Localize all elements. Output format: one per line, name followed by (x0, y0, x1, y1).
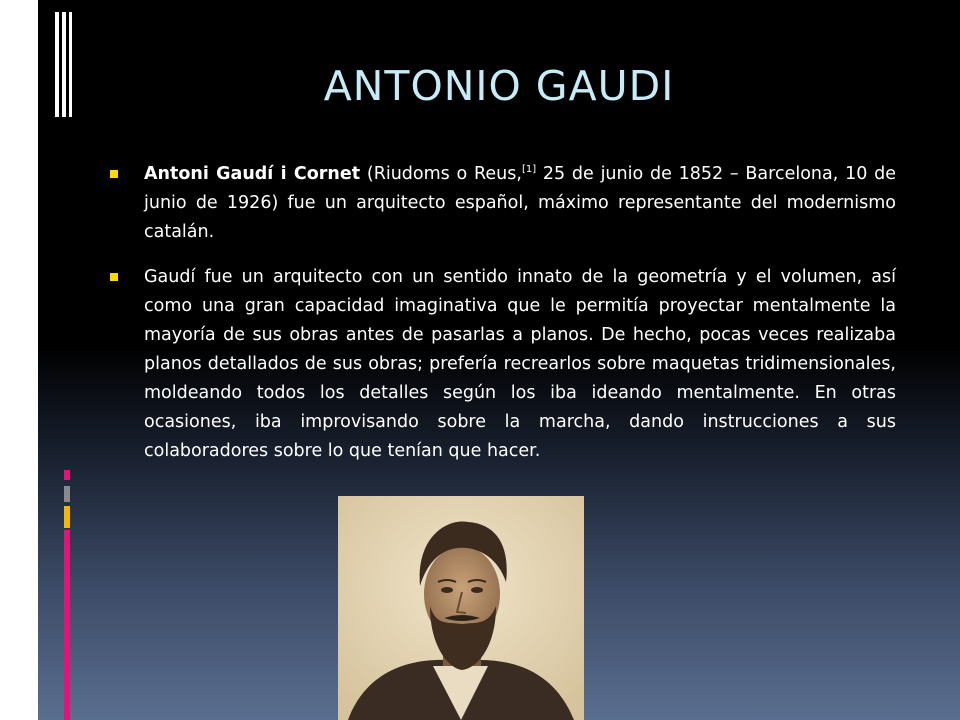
bullet-list (108, 160, 896, 482)
portrait-photo (338, 496, 584, 720)
bullet-item-2 (108, 263, 896, 466)
bullet-text: Gaudí fue un arquitecto con un sentido innato de la geometría y el volumen, así como una gran capacidad imaginativa que le permitía proyectar mentalmente la mayoría de sus obras antes de pasarlas a planos. De hecho, pocas veces realizaba planos detallados de sus obras; prefería recrearlos sobre maquetas tridimensionales, moldeando todos los detalles según los iba ideando mentalmente. En otras ocasiones, iba improvisando sobre la marcha, dando instrucciones a sus colaboradores sobre lo que tenían que hacer. (144, 267, 896, 461)
bullet-name-bold: Antoni Gaudí i Cornet (144, 164, 361, 184)
bullet-square-icon (110, 273, 118, 281)
accent-gray (64, 486, 70, 502)
accent-yellow (64, 506, 70, 528)
left-margin-bar (0, 0, 38, 720)
bullet-text-part: 25 de junio de 1852 – Barcelona, 10 de junio de 1926) fue un arquitecto español, máximo representante del modernismo catalán. (144, 164, 896, 242)
bullet-text-part: (Riudoms o Reus, (360, 164, 522, 184)
accent-pink-bottom (64, 530, 70, 720)
bullet-square-icon (110, 170, 118, 178)
slide-title: ANTONIO GAUDI (323, 62, 675, 110)
bullet-item-1 (108, 160, 896, 247)
portrait-photo-icon (338, 496, 584, 720)
citation-link[interactable]: [1] (521, 164, 537, 176)
accent-pink-top (64, 470, 70, 480)
